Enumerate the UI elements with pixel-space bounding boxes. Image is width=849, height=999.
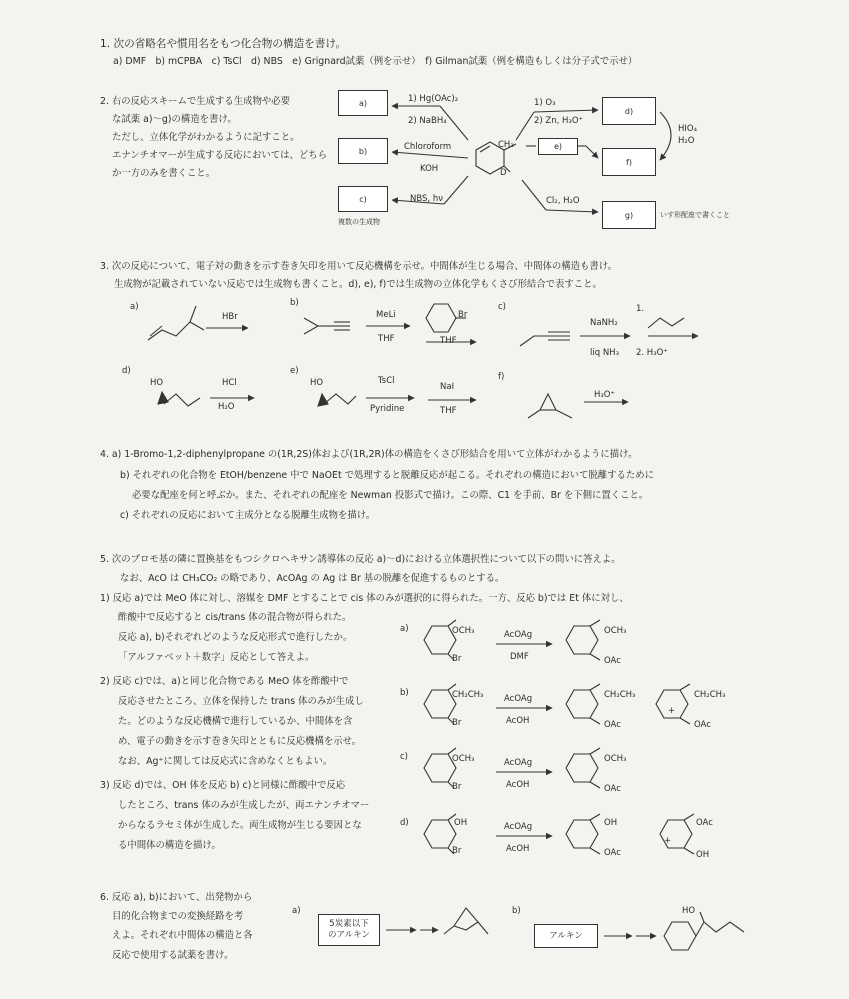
q5-line1: 5. 次のブロモ基の隣に置換基をもつシクロヘキサン誘導体の反応 a)〜d)における立体選択性について以下の問いに答えよ。 [100, 554, 621, 565]
reagent-nbs: NBS, hν [410, 194, 443, 204]
reagent-acoag: AcOAg [504, 630, 533, 640]
q6-line: 反応で使用する試薬を書け。 [112, 950, 234, 961]
reagent-h2o: H₂O [678, 136, 695, 146]
q3-label-a: a) [130, 302, 139, 312]
q3-reagent-h2o: H₂O [218, 402, 235, 412]
q5-p1: 1) 反応 a)では MeO 体に対し、溶媒を DMF とすることで cis 体のみが選択的に得られた。一方、反応 b)では Et 体に対し、 [100, 593, 629, 604]
sub-br: Br [452, 846, 462, 856]
q3-reagent-nanh2: NaNH₂ [590, 318, 618, 328]
q3d-structure [158, 392, 254, 406]
q3-label-d: d) [122, 366, 131, 376]
sub-oac: OAc [696, 818, 713, 828]
answer-box-d: d) [602, 97, 656, 125]
q3-line1: 3. 次の反応について、電子対の動きを示す巻き矢印を用いて反応機構を示せ。中間体が生じる場合、中間体の構造も書け。 [100, 261, 618, 272]
q3-d-ho: HO [150, 378, 164, 388]
q2-line: ただし、立体化学がわかるように記すこと。 [112, 132, 300, 143]
q5-p2: め、電子の動きを示す巻き矢印とともに反応機構を示せ。 [118, 736, 362, 747]
q3c-structure [520, 318, 698, 346]
q3-step1: 1. [636, 304, 645, 314]
sub-oac: OAc [604, 656, 621, 666]
sub-oac: OAc [604, 784, 621, 794]
q5-p1: 酢酸中で反応すると cis/trans 体の混合物が得られた。 [118, 612, 352, 623]
q3-reagent-thf3: THF [440, 406, 457, 416]
reagent-o3: 1) O₃ [534, 98, 556, 108]
sub-oh: OH [696, 850, 710, 860]
sub-och3: OCH₃ [604, 754, 627, 764]
q5-p2: た。どのような反応機構で進行しているか、中間体を含 [118, 716, 353, 727]
sub-oac: OAc [604, 848, 621, 858]
q6-line: 目的化合物までの変換経路を考 [112, 911, 244, 922]
sub-ethyl: CH₂CH₃ [604, 690, 636, 700]
q3-e-ho: HO [310, 378, 324, 388]
q3-reagent-nai: NaI [440, 382, 455, 392]
reagent-acoag: AcOAg [504, 822, 533, 832]
note-multiple-products: 複数の生成物 [338, 218, 380, 226]
q5-rxn-d: d) [400, 818, 409, 828]
answer-box-a: a) [338, 90, 388, 116]
label-ch3: CH₃ [498, 140, 514, 150]
reagent-chloroform: Chloroform [404, 142, 452, 152]
q3-reagent-hcl: HCl [222, 378, 237, 388]
reagent-koh: KOH [420, 164, 439, 174]
q6-ho: HO [682, 906, 696, 916]
q5-p3: 3) 反応 d)では、OH 体を反応 b) c)と同様に酢酸中で反応 [100, 780, 346, 791]
sub-och3: OCH₃ [604, 626, 627, 636]
reagent-cl2: Cl₂, H₂O [546, 196, 580, 206]
reagent-hgoac2: 1) Hg(OAc)₂ [408, 94, 459, 104]
reagent-acoh: AcOH [506, 716, 530, 726]
reagent-acoh: AcOH [506, 780, 530, 790]
plus-sign: + [668, 706, 676, 716]
q6-structures [386, 908, 744, 950]
q2-line: 2. 右の反応スキームで生成する生成物や必要 [100, 96, 291, 107]
q3-reagent-hbr: HBr [222, 312, 238, 322]
q3-reagent-pyridine: Pyridine [370, 404, 405, 414]
q3-label-e: e) [290, 366, 299, 376]
reagent-dmf: DMF [510, 652, 529, 662]
q5-rxn-b: b) [400, 688, 409, 698]
answer-box-b: b) [338, 138, 388, 164]
q3-reagent-liqnh3: liq NH₃ [590, 348, 619, 358]
reagent-hio4: HIO₄ [678, 124, 697, 134]
q5-p3: る中間体の構造を描け。 [118, 840, 221, 851]
q3e-structure [318, 394, 476, 406]
reagent-zn: 2) Zn, H₃O⁺ [534, 116, 584, 126]
answer-box-e: e) [538, 138, 578, 155]
q2-line: な試薬 a)〜g)の構造を書け。 [112, 114, 237, 125]
sub-ethyl: CH₂CH₃ [452, 690, 484, 700]
sub-ethyl: CH₂CH₃ [694, 690, 726, 700]
reagent-acoh: AcOH [506, 844, 530, 854]
sub-br: Br [452, 654, 462, 664]
q3-label-br: Br [458, 310, 468, 320]
q5-cyclohexane-rings [424, 620, 694, 854]
q3-label-c: c) [498, 302, 506, 312]
q6-line: えよ。それぞれ中間体の構造と各 [112, 930, 253, 941]
q6-line: 6. 反応 a), b)において、出発物から [100, 892, 253, 903]
q2-line: か一方のみを書くこと。 [112, 168, 216, 179]
q3-step2: 2. H₃O⁺ [636, 348, 668, 358]
q3-reagent-tscl: TsCl [378, 376, 395, 386]
note-chair: いす形配座で書くこと [660, 211, 730, 219]
q5-p3: したところ、trans 体のみが生成したが、両エナンチオマー [118, 800, 370, 811]
sub-br: Br [452, 718, 462, 728]
sub-och3: OCH₃ [452, 626, 475, 636]
q5-p2: 2) 反応 c)では、a)と同じ化合物である MeO 体を酢酸中で [100, 676, 349, 687]
reagent-acoag: AcOAg [504, 758, 533, 768]
start-box-b-text: アルキン [549, 930, 583, 941]
reagent-nabh4: 2) NaBH₄ [408, 116, 447, 126]
q4-b1: b) それぞれの化合物を EtOH/benzene 中で NaOEt で処理すると脱離反応が起こる。それぞれの構造において脱離するために [120, 470, 654, 481]
q3b-structure [304, 304, 476, 342]
q4-b2: 必要な配座を何と呼ぶか。また、それぞれの配座を Newman 投影式で描け。この際、C1 を手前、Br を下側に置くこと。 [132, 490, 649, 501]
scheme-arrows [392, 106, 671, 212]
sub-oh: OH [454, 818, 468, 828]
sub-oac: OAc [604, 720, 621, 730]
start-box-a-line1: 5炭素以下 [329, 919, 369, 930]
q3-reagent-h3o: H₃O⁺ [594, 390, 615, 400]
q3-line2: 生成物が記載されていない反応では生成物も書くこと。d), e), f)では生成物の立体化学もくさび形結合で表すこと。 [114, 279, 602, 290]
q3-label-f: f) [498, 372, 505, 382]
q6-label-a: a) [292, 906, 301, 916]
q3f-epoxide [528, 394, 628, 418]
q5-p3: からなるラセミ体が生成した。両生成物が生じる要因とな [118, 820, 362, 831]
q6-label-b: b) [512, 906, 521, 916]
q2-line: エナンチオマーが生成する反応においては、どちら [112, 150, 327, 161]
sub-oac: OAc [694, 720, 711, 730]
cyclohexene-structure [476, 142, 516, 174]
q3-reagent-thf: THF [378, 334, 395, 344]
q4-a: 4. a) 1-Bromo-1,2-diphenylpropane の(1R,2S)体および(1R,2R)体の構造をくさび形結合を用いて立体がわかるように描け。 [100, 449, 638, 460]
q3-reagent-thf2: THF [440, 336, 457, 346]
q5-p1: 「アルファベット＋数字」反応として答えよ。 [118, 652, 315, 663]
q5-rxn-a: a) [400, 624, 409, 634]
q1-line1: 1. 次の省略名や慣用名をもつ化合物の構造を書け。 [100, 38, 347, 50]
q5-rxn-c: c) [400, 752, 408, 762]
answer-box-g: g) [602, 201, 656, 229]
sub-br: Br [452, 782, 462, 792]
plus-sign: + [664, 836, 672, 846]
q5-p2: 反応させたところ、立体を保持した trans 体のみが生成し [118, 696, 364, 707]
label-d: D [500, 168, 507, 178]
q5-p2: なお、Ag⁺に関しては反応式に含めなくともよい。 [118, 756, 333, 767]
start-box-a-line2: のアルキン [327, 930, 371, 940]
q5-p1: 反応 a), b)それぞれどのような反応形式で進行したか。 [118, 632, 353, 643]
q5-line2: なお、AcO は CH₃CO₂ の略であり、AcOAg の Ag は Br 基の脱離を促進するものとする。 [120, 573, 505, 584]
reagent-acoag: AcOAg [504, 694, 533, 704]
q4-c: c) それぞれの反応において主成分となる脱離生成物を描け。 [120, 510, 376, 521]
q1-line2: a) DMF b) mCPBA c) TsCl d) NBS e) Grignard試薬（例を示せ） f) Gilman試薬（例を構造もしくは分子式で示せ） [113, 56, 638, 67]
answer-box-c: c) [338, 186, 388, 212]
sub-oh: OH [604, 818, 618, 828]
answer-box-f: f) [602, 148, 656, 176]
sub-och3: OCH₃ [452, 754, 475, 764]
q3-reagent-meli: MeLi [376, 310, 396, 320]
q3-label-b: b) [290, 298, 299, 308]
q3a-structure [148, 306, 248, 340]
